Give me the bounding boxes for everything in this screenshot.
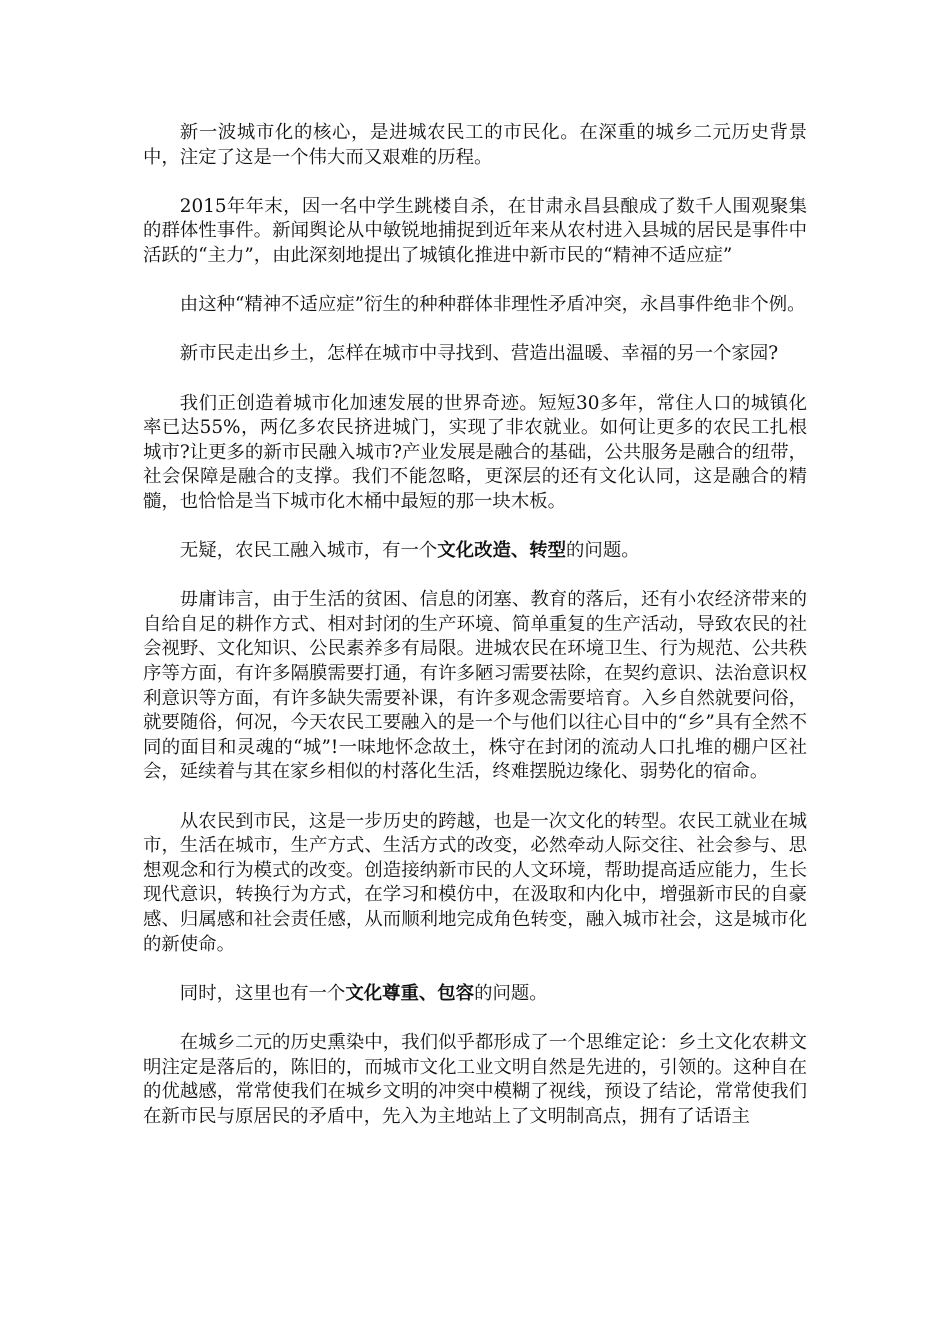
paragraph-4: 新市民走出乡土，怎样在城市中寻找到、营造出温暖、幸福的另一个家园? — [179, 343, 779, 365]
paragraph-2: 2015年年末，因一名中学生跳楼自杀，在甘肃永昌县酿成了数千人围观聚集的群体性事件。新闻舆论从中敏锐地捕捉到近年来从农村进入县城的居民是事件中活跃的“主力”，由此深刻地提出了城镇化推进中新市民的“精神不适应症” — [143, 195, 807, 266]
paragraph-6-emphasis: 文化改造、转型 — [437, 540, 567, 562]
paragraph-9-emphasis: 文化尊重、包容 — [345, 982, 475, 1004]
article-body — [143, 121, 807, 1154]
paragraph-8: 从农民到市民，这是一步历史的跨越，也是一次文化的转型。农民工就业在城市，生活在城市，生产方式、生活方式的改变，必然牵动人际交往、社会参与、思想观念和行为模式的改变。创造接纳新市民的人文环境，帮助提高适应能力，生长现代意识，转换行为方式，在学习和模仿中，在汲取和内化中，增强新市民的自豪感、归属感和社会责任感，从而顺利地完成角色转变，融入城市社会，这是城市化的新使命。 — [143, 810, 807, 955]
paragraph-1: 新一波城市化的核心，是进城农民工的市民化。在深重的城乡二元历史背景中，注定了这是一个伟大而又艰难的历程。 — [143, 122, 807, 168]
paragraph-9-tail: 的问题。 — [474, 982, 548, 1004]
paragraph-5: 我们正创造着城市化加速发展的世界奇迹。短短30多年，常住人口的城镇化率已达55%，两亿多农民挤进城门，实现了非农就业。如何让更多的农民工扎根城市?让更多的新市民融入城市?产业发展是融合的基础，公共服务是融合的纽带，社会保障是融合的支撑。我们不能忽略，更深层的还有文化认同，这是融合的精髓，也恰恰是当下城市化木桶中最短的那一块木板。 — [143, 392, 807, 512]
paragraph-9 — [143, 982, 807, 1007]
paragraph-9-lead: 同时，这里也有一个 — [179, 982, 346, 1004]
paragraph-7: 毋庸讳言，由于生活的贫困、信息的闭塞、教育的落后，还有小农经济带来的自给自足的耕作方式、相对封闭的生产环境、简单重复的生产活动，导致农民的社会视野、文化知识、公民素养多有局限。进城农民在环境卫生、行为规范、公共秩序等方面，有许多隔膜需要打通，有许多陋习需要祛除，在契约意识、法治意识权利意识等方面，有许多缺失需要补课，有许多观念需要培育。入乡自然就要问俗，就要随俗，何况，今天农民工要融入的是一个与他们以往心目中的“乡”具有全然不同的面目和灵魂的“城”!一味地怀念故土，株守在封闭的流动人口扎堆的棚户区社会，延续着与其在家乡相似的村落化生活，终难摆脱边缘化、弱势化的宿命。 — [143, 589, 807, 783]
paragraph-10: 在城乡二元的历史熏染中，我们似乎都形成了一个思维定论：乡土文化农耕文明注定是落后的，陈旧的，而城市文化工业文明自然是先进的，引领的。这种自在的优越感，常常使我们在城乡文明的冲突中模糊了视线，预设了结论，常常使我们在新市民与原居民的矛盾中，先入为主地站上了文明制高点，拥有了话语主 — [143, 1031, 807, 1127]
paragraph-6-lead: 无疑，农民工融入城市，有一个 — [179, 540, 438, 562]
paragraph-6 — [143, 539, 807, 564]
paragraph-6-tail: 的问题。 — [566, 540, 640, 562]
paragraph-3: 由这种“精神不适应症”衍生的种种群体非理性矛盾冲突，永昌事件绝非个例。 — [179, 294, 806, 316]
